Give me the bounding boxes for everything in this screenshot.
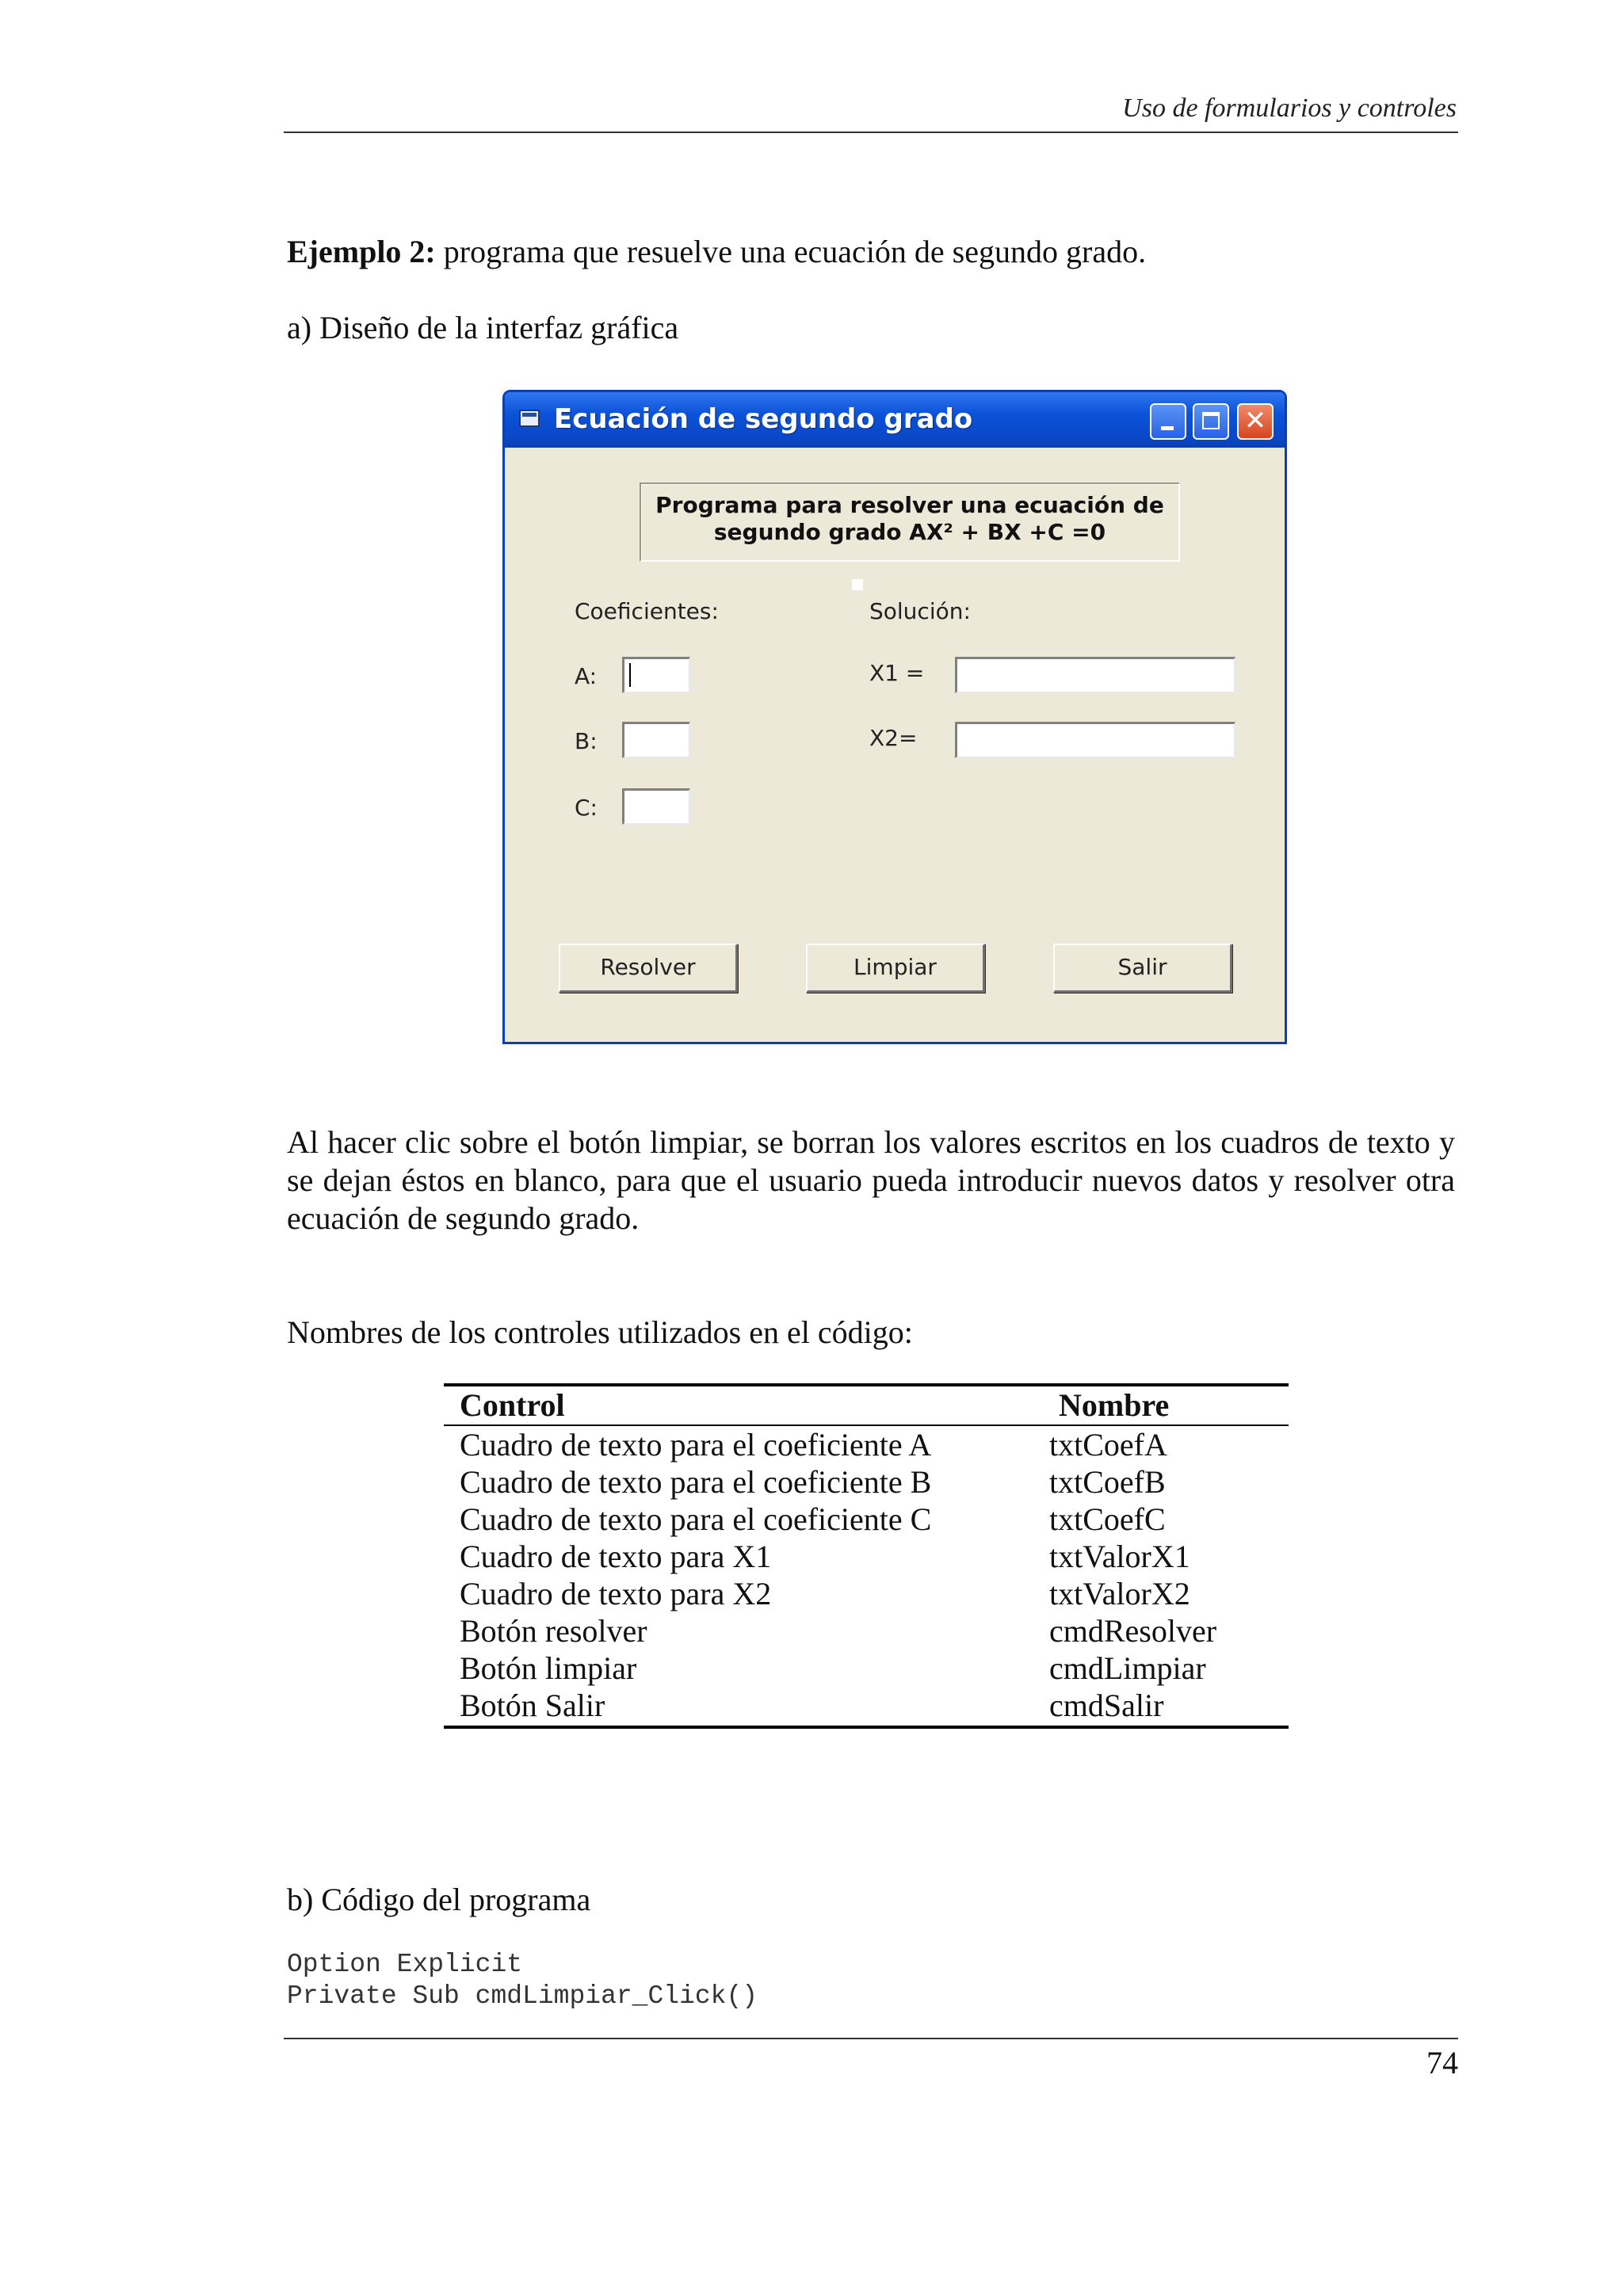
table-cell-nombre: txtValorX1 xyxy=(1049,1539,1190,1574)
focus-marker xyxy=(852,579,863,590)
solution-label: Solución: xyxy=(869,598,971,624)
table-cell-control: Cuadro de texto para el coeficiente B xyxy=(460,1464,932,1500)
salir-button[interactable]: Salir xyxy=(1053,944,1232,993)
header-rule xyxy=(284,132,1458,133)
description-frame xyxy=(640,482,1180,562)
table-cell-nombre: cmdResolver xyxy=(1049,1613,1217,1649)
example-text: programa que resuelve una ecuación de segundo grado. xyxy=(435,234,1147,269)
table-cell-nombre: txtCoefA xyxy=(1049,1427,1167,1463)
example-label: Ejemplo 2: xyxy=(287,234,436,269)
a-label: A: xyxy=(575,663,598,689)
example-heading xyxy=(287,233,1146,271)
table-cell-nombre: cmdLimpiar xyxy=(1049,1650,1206,1686)
maximize-button[interactable] xyxy=(1193,403,1229,440)
body-paragraph: Al hacer clic sobre el botón limpiar, se borran los valores escritos en los cuadros de texto y se dejan éstos en blanco, para que el usuario pueda introducir nuevos datos y resolver otra ecuación de segundo grado. xyxy=(287,1124,1455,1236)
coef-a-input[interactable] xyxy=(622,657,690,693)
app-icon xyxy=(519,410,540,427)
table-cell-control: Cuadro de texto para el coeficiente A xyxy=(460,1427,932,1463)
table-intro: Nombres de los controles utilizados en el código: xyxy=(287,1314,913,1350)
close-button[interactable] xyxy=(1237,403,1274,440)
c-label: C: xyxy=(575,795,598,821)
table-cell-control: Cuadro de texto para el coeficiente C xyxy=(460,1501,932,1537)
table-header-nombre: Nombre xyxy=(1059,1387,1170,1423)
x2-label: X2= xyxy=(869,725,918,751)
description-line-2: segundo grado AX² + BX +C =0 xyxy=(713,519,1106,545)
section-b-heading: b) Código del programa xyxy=(287,1882,591,1917)
table-header-control: Control xyxy=(460,1387,565,1423)
b-label: B: xyxy=(575,728,598,754)
coefficients-label: Coeficientes: xyxy=(575,598,719,624)
text-caret xyxy=(629,663,631,687)
code-line: Private Sub cmdLimpiar_Click() xyxy=(287,1981,758,2011)
minimize-button[interactable] xyxy=(1150,403,1186,440)
table-cell-control: Botón Salir xyxy=(460,1688,605,1723)
table-bottom-rule xyxy=(444,1726,1289,1729)
running-header: Uso de formularios y controles xyxy=(1122,93,1457,123)
description-line-1: Programa para resolver una ecuación de xyxy=(655,492,1164,518)
page-number: 74 xyxy=(1426,2045,1458,2081)
coef-b-input[interactable] xyxy=(622,722,690,758)
close-icon: ✕ xyxy=(1243,405,1267,437)
table-cell-nombre: cmdSalir xyxy=(1049,1688,1164,1723)
table-cell-control: Botón resolver xyxy=(460,1613,647,1649)
minimize-icon xyxy=(1161,426,1174,430)
table-cell-control: Botón limpiar xyxy=(460,1650,637,1686)
limpiar-button[interactable]: Limpiar xyxy=(806,944,985,993)
table-cell-nombre: txtValorX2 xyxy=(1049,1576,1190,1611)
form-client-area xyxy=(505,448,1285,1042)
footer-rule xyxy=(284,2038,1458,2039)
x2-output[interactable] xyxy=(955,722,1235,758)
code-line: Option Explicit xyxy=(287,1950,523,1979)
title-bar[interactable] xyxy=(505,392,1285,448)
table-cell-control: Cuadro de texto para X2 xyxy=(460,1576,772,1611)
table-cell-nombre: txtCoefB xyxy=(1049,1464,1166,1500)
x1-output[interactable] xyxy=(955,657,1235,693)
x1-label: X1 = xyxy=(869,660,925,686)
maximize-icon xyxy=(1202,412,1220,429)
section-a-heading: a) Diseño de la interfaz gráfica xyxy=(287,310,679,345)
app-window xyxy=(502,390,1287,1044)
table-cell-control: Cuadro de texto para X1 xyxy=(460,1539,772,1574)
table-cell-nombre: txtCoefC xyxy=(1049,1501,1166,1537)
window-title: Ecuación de segundo grado xyxy=(554,403,973,435)
resolver-button[interactable]: Resolver xyxy=(559,944,738,993)
coef-c-input[interactable] xyxy=(622,788,690,825)
